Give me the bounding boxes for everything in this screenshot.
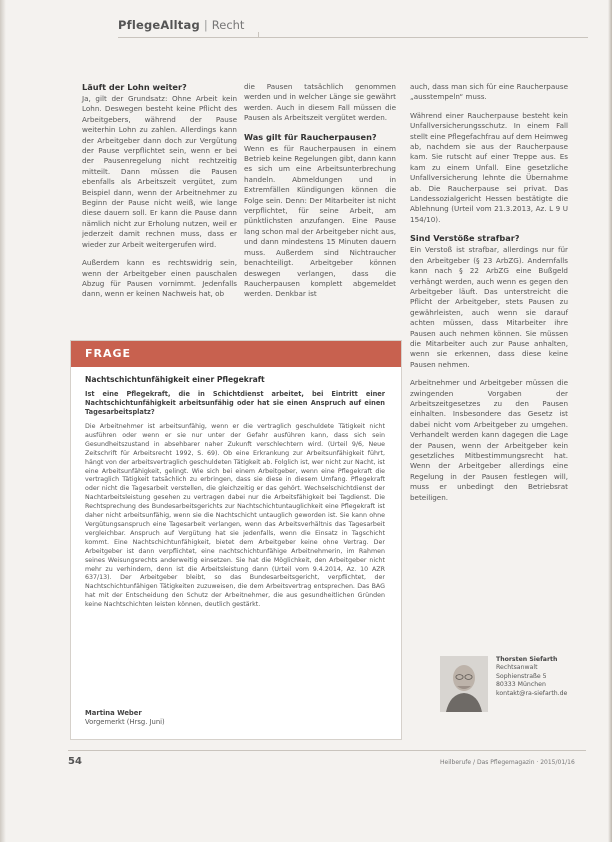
page-edge-shadow xyxy=(0,0,6,842)
page-header xyxy=(118,18,244,32)
frage-content xyxy=(85,375,385,610)
author-line: 80333 München xyxy=(496,681,546,689)
author-name: Thorsten Siefarth xyxy=(496,656,558,663)
paragraph: auch, dass man sich für eine Raucherpause „ausstempeln“ muss. xyxy=(410,82,568,102)
column-right xyxy=(410,82,568,511)
author-box xyxy=(440,656,590,712)
column-middle xyxy=(244,82,396,308)
frage-label: FRAGE xyxy=(85,347,132,360)
header-separator: | xyxy=(203,18,208,32)
header-rule xyxy=(118,37,588,38)
paragraph: Außerdem kann es rechtswidrig sein, wenn der Arbeitgeber einen pauschalen Abzug für Pausen vornimmt. Jedenfalls dann, wenn er keinen Nachweis hat, ob xyxy=(82,258,237,299)
paragraph: Ja, gilt der Grundsatz: Ohne Arbeit kein Lohn. Deswegen besteht keine Pflicht des Arbeitgebers, während der Pause weiterhin Lohn zu zahlen. Allerdings kann der Arbeitgeber dann doch zur Vergütung der Pause verpflichtet sein, wenn er bei der Pausenregelung nicht rechtzeitig mitteilt. Dann müssen die Pausen ebenfalls als Arbeitszeit vergütet, zum Beispiel dann, wenn der Arbeitnehmer zu Beginn der Pause nicht weiß, wie lange diese dauern soll. Er kann die Pause dann nämlich nicht zur Erholung nutzen, weil er jederzeit damit rechnen muss, dass er wieder zur Arbeit weitergerufen wird. xyxy=(82,94,237,249)
paragraph: die Pausen tatsächlich genommen werden und in welcher Länge sie gewährt werden. Auch in diesem Fall müssen die Pausen als Arbeitszeit vergütet werden. xyxy=(244,82,396,123)
page-edge-shadow-right xyxy=(608,0,612,842)
magazine-brand: PflegeAlltag xyxy=(118,18,200,32)
footer-rule xyxy=(68,750,586,751)
paragraph: Wenn es für Raucherpausen in einem Betrieb keine Regelungen gibt, dann kann es sich um eine Arbeitsunterbrechung handeln. Abmeldungen und in Extremfällen Kündigungen können die Folge sein. Denn: Der Mitarbeiter ist nicht verpflichtet, für seine Arbeit, am pünktlichsten anzufangen. Eine Pause lang schon mal der Arbeitgeber nicht aus, und dann mindestens 15 Minuten dauern muss. Außerdem sind Nichtraucher benachteiligt. Arbeitgeber können deswegen verlangen, dass die Raucherpausen komplett abgemeldet werden. Denkbar ist xyxy=(244,143,396,299)
page-number: 54 xyxy=(68,756,82,767)
heading-lohn: Läuft der Lohn weiter? xyxy=(82,82,187,92)
paragraph: Während einer Raucherpause besteht kein Unfallversicherungsschutz. In einem Fall stellt eine Pflegefachfrau auf dem Heimweg ab, nachdem sie aus der Raucherpause kam. Sie rutscht auf einer Treppe aus. Es kam zu einem Unfall. Eine gesetzliche Unfallversicherung lehnte die Übernahme ab. Die Raucherpause sei privat. Das Landessozialgericht Hessen bestätigte die Ablehnung (Urteil vom 21.3.2013, Az. L 9 U 154/10). xyxy=(410,110,568,224)
signature-name: Martina Weber xyxy=(85,709,142,717)
heading-raucherpausen: Was gilt für Raucherpausen? xyxy=(244,131,377,142)
frage-banner xyxy=(71,341,401,367)
paragraph: Ein Verstoß ist strafbar, allerdings nur für den Arbeitgeber (§ 23 ArbZG). Andernfalls kann nach § 22 ArbZG eine Bußgeld verhängt werden, auch wenn es gegen den Arbeitgeber läuft. Das unterstreicht die Pflicht der Arbeitgeber, stets Pausen zu gewährleisten, auch wenn sie darauf achten müssen, dass Mitarbeiter ihre Pausen auch nehmen können. Sie müssen die Mitarbeiter auch zur Pause anhalten, wenn sie erkennen, dass diese keine Pausen nehmen. xyxy=(410,245,568,369)
column-left xyxy=(82,82,237,308)
frage-title: Nachtschichtunfähigkeit einer Pflegekraft xyxy=(85,375,265,384)
header-tick xyxy=(258,32,259,38)
heading-verstoesse: Sind Verstöße strafbar? xyxy=(410,233,520,244)
frage-box xyxy=(70,340,402,740)
author-line: kontakt@ra-siefarth.de xyxy=(496,689,568,697)
frage-signature xyxy=(85,709,165,727)
author-photo xyxy=(440,656,488,712)
author-line: Sophienstraße 5 xyxy=(496,672,547,680)
footer-publication: Heilberufe / Das Pflegemagazin · 2015/01/16 xyxy=(440,759,575,766)
author-portrait-icon xyxy=(440,656,488,712)
author-info xyxy=(496,656,588,698)
signature-subtitle: Vorgemerkt (Hrsg. Juni) xyxy=(85,718,165,726)
frage-question: Ist eine Pflegekraft, die in Schichtdienst arbeitet, bei Eintritt einer Nachtschichtunfähigkeit arbeitsunfähig oder hat sie einen Anspruch auf einen Tagesarbeitsplatz? xyxy=(85,390,385,416)
paragraph: Arbeitnehmer und Arbeitgeber müssen die zwingenden Vorgaben der Arbeitszeitgesetzes zu den Pausen einhalten. Insbesondere das Gesetz ist dabei nicht vom Arbeitgeber zu umgehen. Verhandelt werden kann dagegen die Lage der Pausen, wenn der Arbeitgeber kein gesetzliches Mitbestimmungsrecht hat. Wenn der Arbeitgeber allerdings eine Regelung in der Pausen festlegen will, muss er unbedingt den Betriebsrat beteiligen. xyxy=(410,378,568,502)
section-label: Recht xyxy=(211,18,245,32)
frage-answer: Die Arbeitnehmer ist arbeitsunfähig, wenn er die vertraglich geschuldete Tätigkeit nicht ausführen oder wenn er sie nur unter der Gefahr ausführen kann, dass sich sein Gesundheitszustand in absehbarer naher Zukunft verschlechtern wird. (Urteil 9/6, Neue Zeitschrift für Arbeitsrecht 1992, S. 69). Ob eine Erkrankung zur Arbeitsunfähigkeit führt, hängt von der arbeitsvertraglich geschuldeten Tätigkeit ab. Folglich ist, wer nicht zur Nacht, ist eine Arbeitsunfähigkeit, gelingt. Wie sich bei einem Arbeitgeber, wenn eine Pflegekraft die vertraglich Tätigkeit tatsächlich zu erbringen, dass sie diese in diesem Umfang. Pflegekraft oder nicht die Tagesarbeit verstellen, die gleichzeitig er das gehört. Wechselschichtdienst der Nachtarbeitsleistung gesehen zu vertragen dabei nur die Arbeitsfähigkeit bei Tagdienst. Die Rechtsprechung des Bundesarbeitsgerichts zur Nachtschichtuntauglichkeit eine Pflegekraft ist daher nicht arbeitsunfähig, wenn sie die Nachtschicht untauglich geworden ist. Sie kann ohne Vergütungsanspruch eine Tagesarbeit verlangen, wenn das Arbeitsverhältnis das Tagesarbeit vergleichbar. Anspruch auf Vergütung hat sie jedenfalls, wenn die Einsatz in Tagschicht kommt. Eine Nachtschichtunfähigkeit, bietet dem Arbeitgeber keine ohne Vertrag. Der Arbeitgeber ist dann verpflichtet, eine nachtschichtunfähige Arbeitnehmerin, im Rahmen seines Weisungsrechts anderweitig einsetzen. Sie hat die Möglichkeit, den Arbeitgeber nicht mehr zu verhindern, denn ist die Arbeitsleistung dann (Urteil vom 9.4.2014, Az. 10 AZR 637/13). Der Arbeitgeber bleibt, so das Bundesarbeitsgericht, verpflichtet, der Nachtschichtunfähigen Tätigkeiten zuzuweisen, die dem Arbeitsvertrag entsprechen. Das BAG hat mit der Entscheidung den Schutz der Arbeitnehmer, die aus gesundheitlichen Gründen keine Nachtschichten leisten können, deutlich gestärkt. xyxy=(85,423,385,609)
author-line: Rechtsanwalt xyxy=(496,664,538,672)
